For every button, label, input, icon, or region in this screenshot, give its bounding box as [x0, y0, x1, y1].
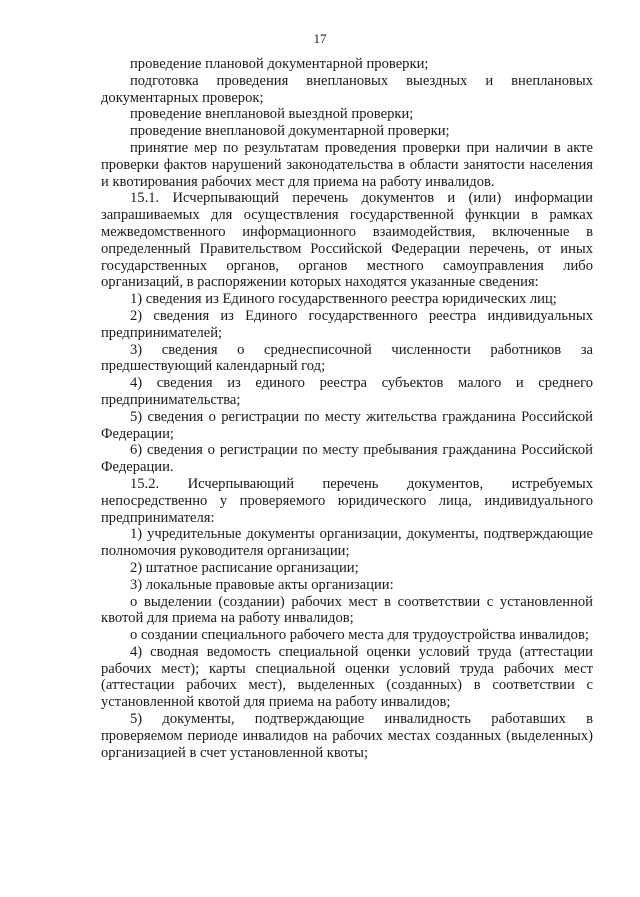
page-number: 17 [313, 31, 327, 46]
paragraph: 4) сведения из единого реестра субъектов малого и среднего предпринимательства; [101, 375, 593, 408]
paragraph: 3) локальные правовые акты организации: [130, 576, 394, 593]
paragraph: проведение внеплановой документарной проверки; [130, 123, 450, 140]
paragraph: 3) сведения о среднесписочной численности работников за предшествующий календарный год; [101, 341, 593, 375]
paragraph: 15.2. Исчерпывающий перечень документов, истребуемых непосредственно у проверяемого юридического лица, индивидуального предпринимателя: [101, 475, 593, 526]
paragraph: 6) сведения о регистрации по месту пребывания гражданина Российской Федерации. [101, 442, 593, 476]
paragraph: 1) сведения из Единого государственного реестра юридических лиц; [130, 291, 557, 308]
paragraph: 15.1. Исчерпывающий перечень документов и (или) информации запрашиваемых для осуществления государственной функции в рамках межведомственного информационного взаимодействия, включенные в определенный Правительством Российской Федерации перечень, от иных государственных органов, органов местного самоуправления либо организаций, в распоряжении которых находятся указанные сведения: [101, 190, 593, 291]
paragraph: подготовка проведения внеплановых выездных и внеплановых документарных проверок; [101, 72, 593, 106]
paragraph: проведение внеплановой выездной проверки; [130, 106, 414, 123]
paragraph: о выделении (создании) рабочих мест в соответствии с установленной квотой для приема на работу инвалидов; [101, 593, 593, 627]
document-body [101, 56, 593, 761]
paragraph: принятие мер по результатам проведения проверки при наличии в акте проверки фактов нарушений законодательства в области занятости населения и квотирования рабочих мест для приема на работу инвалидов. [101, 139, 593, 190]
paragraph: 5) сведения о регистрации по месту жительства гражданина Российской Федерации; [101, 408, 593, 442]
paragraph: 1) учредительные документы организации, документы, подтверждающие полномочия руководителя организации; [101, 526, 593, 560]
paragraph: о создании специального рабочего места для трудоустройства инвалидов; [130, 627, 589, 644]
paragraph: 4) сводная ведомость специальной оценки условий труда (аттестации рабочих мест); карты специальной оценки условий труда рабочих мест (аттестации рабочих мест), выделенных (созданных) в соответствии с установленной квотой для приема на работу инвалидов; [101, 643, 593, 711]
paragraph: 5) документы, подтверждающие инвалидность работавших в проверяемом периоде инвалидов на рабочих местах созданных (выделенных) организацией в счет установленной квоты; [101, 711, 593, 761]
paragraph: 2) штатное расписание организации; [130, 559, 359, 576]
paragraph: 2) сведения из Единого государственного реестра индивидуальных предпринимателей; [101, 307, 593, 341]
paragraph: проведение плановой документарной проверки; [130, 56, 429, 72]
